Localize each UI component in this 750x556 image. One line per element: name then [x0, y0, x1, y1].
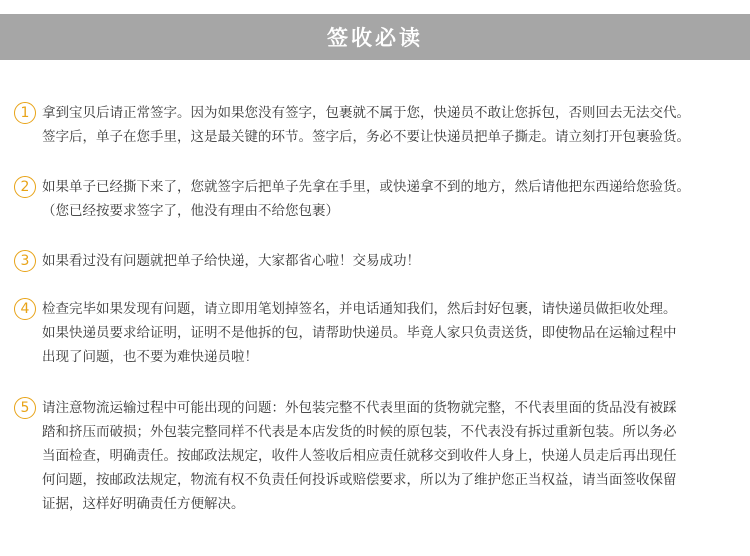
text-line: 证据，这样好明确责任方便解决。 [42, 496, 245, 512]
number-2-icon: 2 [14, 176, 36, 198]
text-line: 如果快递员要求给证明，证明不是他拆的包，请帮助快递员。毕竟人家只负责送货，即使物品在运输过程中 [42, 325, 677, 341]
text-line: 请注意物流运输过程中可能出现的问题：外包装完整不代表里面的货物就完整，不代表里面的货品没有被踩 [42, 400, 677, 416]
notice-item-5 [14, 396, 730, 516]
text-line: 检查完毕如果发现有问题，请立即用笔划掉签名，并电话通知我们，然后封好包裹，请快递员做拒收处理。 [42, 301, 677, 317]
page-title: 签收必读 [327, 26, 423, 50]
notice-item-2 [14, 175, 730, 223]
text-line: （您已经按要求签字了，他没有理由不给您包裹） [42, 203, 339, 219]
notice-text [42, 175, 730, 223]
text-line: 如果单子已经撕下来了，您就签字后把单子先拿在手里，或快递拿不到的地方，然后请他把东西递给您验货。 [42, 179, 690, 195]
text-line: 签字后，单子在您手里，这是最关键的环节。签字后，务必不要让快递员把单子撕走。请立刻打开包裹验货。 [42, 129, 690, 145]
text-line: 出现了问题，也不要为难快递员啦！ [42, 349, 258, 365]
number-1-icon: 1 [14, 102, 36, 124]
text-line: 何问题，按邮政法规定，物流有权不负责任何投诉或赔偿要求，所以为了维护您正当权益，请当面签收保留 [42, 472, 677, 488]
notice-text [42, 249, 730, 273]
notice-text [42, 297, 730, 369]
text-line: 当面检查，明确责任。按邮政法规定，收件人签收后相应责任就移交到收件人身上，快递人员走后再出现任 [42, 448, 677, 464]
notice-text [42, 101, 730, 149]
header-banner [0, 14, 750, 60]
notice-item-1 [14, 101, 730, 149]
notice-item-4 [14, 297, 730, 369]
notice-item-3 [14, 249, 730, 273]
notice-text [42, 396, 730, 516]
number-5-icon: 5 [14, 397, 36, 419]
text-line: 如果看过没有问题就把单子给快递，大家都省心啦！交易成功！ [42, 253, 420, 269]
number-4-icon: 4 [14, 298, 36, 320]
number-3-icon: 3 [14, 250, 36, 272]
text-line: 踏和挤压而破损；外包装完整同样不代表是本店发货的时候的原包装，不代表没有拆过重新包装。所以务必 [42, 424, 677, 440]
text-line: 拿到宝贝后请正常签字。因为如果您没有签字，包裹就不属于您，快递员不敢让您拆包，否则回去无法交代。 [42, 105, 690, 121]
